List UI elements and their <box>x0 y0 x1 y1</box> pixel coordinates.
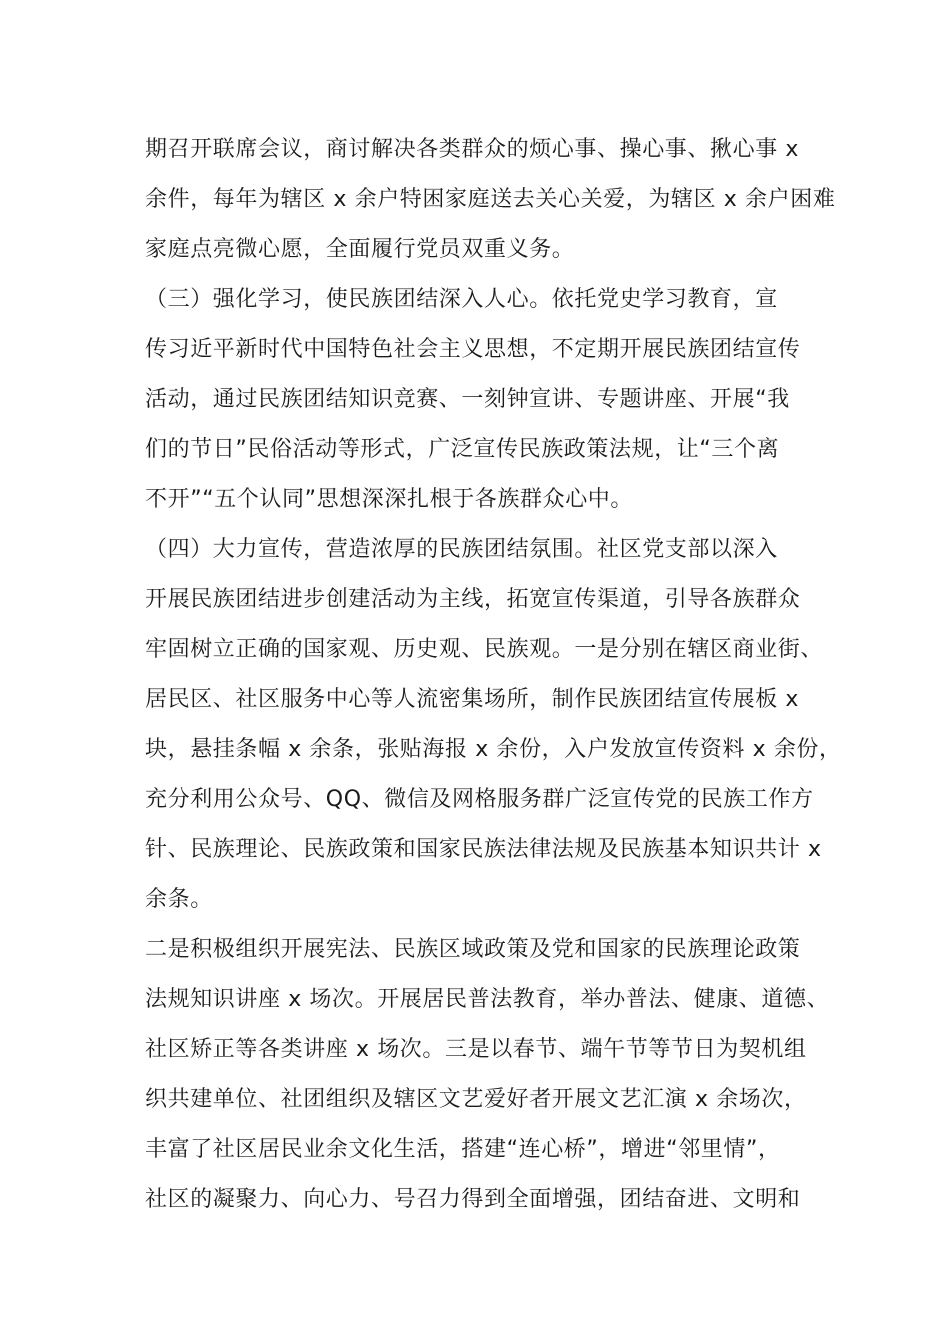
text-line: 余件，每年为辖区 x 余户特困家庭送去关心关爱，为辖区 x 余户困难 <box>145 187 836 212</box>
text-line: 二是积极组织开展宪法、民族区域政策及党和国家的民族理论政策 <box>145 937 801 962</box>
text-line: 法规知识讲座 x 场次。开展居民普法教育，举办普法、健康、道德、 <box>145 987 830 1012</box>
text-line: 织共建单位、社团组织及辖区文艺爱好者开展文艺汇演 x 余场次， <box>145 1087 807 1112</box>
text-line: 社区矫正等各类讲座 x 场次。三是以春节、端午节等节日为契机组 <box>145 1037 807 1062</box>
text-line: 不开”“五个认同”思想深深扎根于各族群众心中。 <box>145 487 633 512</box>
text-line: 开展民族团结进步创建活动为主线，拓宽宣传渠道，引导各族群众 <box>145 587 801 612</box>
text-line: 们的节日”民俗活动等形式，广泛宣传民族政策法规，让“三个离 <box>145 437 780 462</box>
section-heading-3: （三）强化学习，使民族团结深入人心。依托党史学习教育，宣 <box>145 287 778 312</box>
text-line: 期召开联席会议，商讨解决各类群众的烦心事、操心事、揪心事 x <box>145 137 800 162</box>
text-line: 传习近平新时代中国特色社会主义思想，不定期开展民族团结宣传 <box>145 337 801 362</box>
text-line: 居民区、社区服务中心等人流密集场所，制作民族团结宣传展板 x <box>145 687 800 712</box>
text-line: 充分利用公众号、QQ、微信及网格服务群广泛宣传党的民族工作方 <box>145 787 814 812</box>
text-line: 活动，通过民族团结知识竞赛、一刻钟宣讲、专题讲座、开展“我 <box>145 387 790 412</box>
text-line: 块，悬挂条幅 x 余条，张贴海报 x 余份，入户发放宣传资料 x 余份， <box>145 737 842 762</box>
text-line: 丰富了社区居民业余文化生活，搭建“连心桥”，增进“邻里情”， <box>145 1137 781 1162</box>
section-heading-4: （四）大力宣传，营造浓厚的民族团结氛围。社区党支部以深入 <box>145 537 778 562</box>
text-line: 社区的凝聚力、向心力、号召力得到全面增强，团结奋进、文明和 <box>145 1187 801 1212</box>
text-line: 针、民族理论、民族政策和国家民族法律法规及民族基本知识共计 x <box>145 837 822 862</box>
text-line: 家庭点亮微心愿，全面履行党员双重义务。 <box>145 237 575 262</box>
text-line: 余条。 <box>145 887 213 912</box>
text-line: 牢固树立正确的国家观、历史观、民族观。一是分别在辖区商业街、 <box>145 637 824 662</box>
